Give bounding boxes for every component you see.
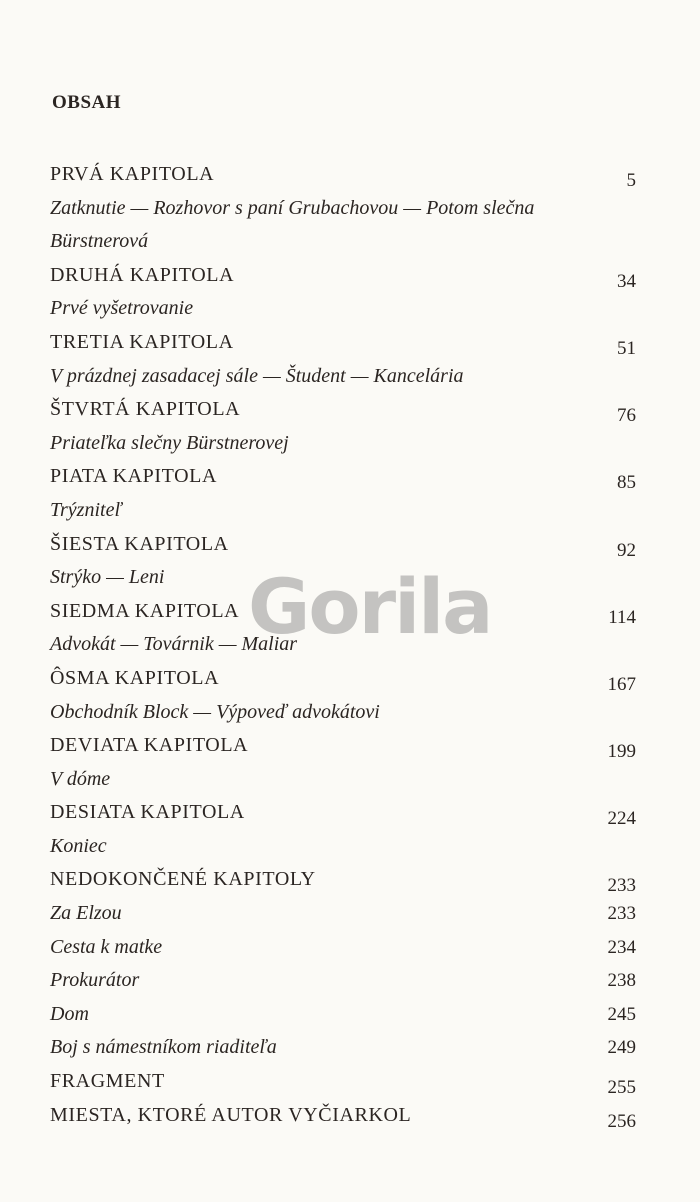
toc-chapter-row [0, 460, 700, 494]
toc-section-row [0, 360, 700, 394]
toc-chapter-row [0, 259, 700, 293]
toc-section-row [0, 998, 700, 1032]
toc-section-row [0, 192, 700, 226]
page-number: 233 [607, 875, 636, 897]
page-number: 114 [608, 606, 636, 628]
page-number: 245 [607, 1003, 636, 1025]
toc-chapter-row [0, 796, 700, 830]
chapter-title: TRETIA KAPITOLA [50, 330, 234, 353]
toc-section-row [0, 763, 700, 797]
toc-section-row [0, 696, 700, 730]
toc-chapter-row [0, 662, 700, 696]
chapter-title: DEVIATA KAPITOLA [50, 734, 249, 757]
chapter-title: ŠIESTA KAPITOLA [50, 532, 229, 555]
toc-chapter-row [0, 1065, 700, 1099]
page-number: 167 [607, 673, 636, 695]
section-title: Priateľka slečny Bürstnerovej [50, 431, 289, 454]
toc-chapter-row [0, 729, 700, 763]
page-number: 224 [607, 808, 636, 830]
toc-chapter-row [0, 1099, 700, 1133]
toc-section-row [0, 964, 700, 998]
page-number: 238 [607, 970, 636, 992]
chapter-title: SIEDMA KAPITOLA [50, 599, 240, 622]
toc-chapter-row [0, 528, 700, 562]
toc-section-row [0, 931, 700, 965]
chapter-title: PRVÁ KAPITOLA [50, 163, 215, 185]
toc-chapter-row [0, 326, 700, 360]
page-number: 234 [607, 936, 636, 958]
section-title: Prvé vyšetrovanie [50, 297, 194, 320]
page-number: 85 [617, 472, 636, 494]
chapter-title: ŠTVRTÁ KAPITOLA [50, 398, 241, 421]
watermark-logo: Gorila [248, 562, 492, 651]
section-title: Prokurátor [50, 969, 140, 992]
page-title: OBSAH [52, 92, 122, 113]
toc-section-row [0, 628, 700, 662]
chapter-title: MIESTA, KTORÉ AUTOR VYČIARKOL [50, 1103, 412, 1126]
page-number: 233 [607, 903, 636, 925]
page-number: 34 [617, 270, 636, 292]
section-title: Dom [50, 1002, 89, 1025]
section-title: Boj s námestníkom riaditeľa [50, 1036, 277, 1059]
section-title: V dóme [50, 767, 111, 790]
page-number: 255 [607, 1077, 636, 1099]
table-of-contents [0, 158, 700, 1132]
section-title: Obchodník Block — Výpoveď advokátovi [50, 700, 380, 723]
chapter-title: PIATA KAPITOLA [50, 465, 217, 488]
section-title: Trýzniteľ [50, 498, 122, 521]
section-title: Koniec [50, 834, 107, 857]
chapter-title: FRAGMENT [50, 1070, 165, 1093]
page-number: 5 [626, 170, 636, 191]
section-title: Bürstnerová [50, 230, 149, 253]
chapter-title: ÔSMA KAPITOLA [50, 666, 220, 689]
toc-section-row [0, 897, 700, 931]
page-number: 256 [607, 1110, 636, 1132]
page-number: 199 [607, 741, 636, 763]
page-number: 249 [607, 1037, 636, 1059]
toc-section-row [0, 225, 700, 259]
chapter-title: DESIATA KAPITOLA [50, 801, 245, 824]
page-number: 76 [617, 405, 636, 427]
toc-chapter-row [0, 393, 700, 427]
toc-section-row [0, 427, 700, 461]
toc-section-row [0, 830, 700, 864]
section-title: Strýko — Leni [50, 566, 165, 589]
chapter-title: DRUHÁ KAPITOLA [50, 263, 235, 286]
toc-section-row [0, 1031, 700, 1065]
toc-chapter-row [0, 595, 700, 629]
page-number: 92 [617, 539, 636, 561]
chapter-title: NEDOKONČENÉ KAPITOLY [50, 868, 316, 891]
toc-chapter-row [0, 158, 700, 192]
toc-chapter-row [0, 863, 700, 897]
section-title: Advokát — Továrnik — Maliar [50, 633, 298, 656]
toc-section-row [0, 561, 700, 595]
toc-section-row [0, 494, 700, 528]
page-number: 51 [617, 337, 636, 359]
section-title: Cesta k matke [50, 935, 163, 958]
toc-section-row [0, 292, 700, 326]
section-title: Zatknutie — Rozhovor s paní Grubachovou — Potom slečna [50, 196, 535, 219]
section-title: Za Elzou [50, 902, 122, 925]
section-title: V prázdnej zasadacej sále — Študent — Kancelária [50, 364, 464, 387]
